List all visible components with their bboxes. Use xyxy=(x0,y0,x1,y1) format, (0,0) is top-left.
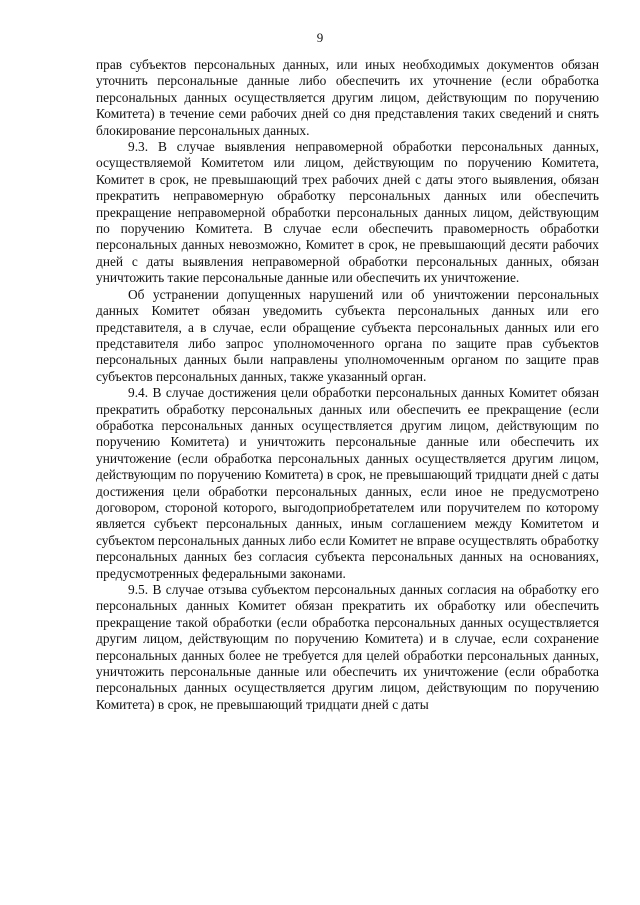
paragraph-continuation: прав субъектов персональных данных, или иных необходимых документов обязан уточнить персональные данные либо обеспечить их уточнение (если обработка персональных данных осуществляется другим лицом, действующим по поручению Комитета) в течение семи рабочих дней со дня представления таких сведений и снять блокирование персональных данных. xyxy=(96,57,599,138)
paragraph-9-4: 9.4. В случае достижения цели обработки персональных данных Комитет обязан прекратить обработку персональных данных или обеспечить ее прекращение (если обработка персональных данных осуществляется другим лицом, действующим по поручению Комитета) и уничтожить персональные данные или обеспечить их уничтожение (если обработка персональных данных осуществляется другим лицом, действующим по поручению Комитета) в срок, не превышающий тридцати дней с даты достижения цели обработки персональных данных, если иное не предусмотрено договором, стороной которого, выгодоприобретателем или поручителем по которому является субъект персональных данных, иным соглашением между Комитетом и субъектом персональных данных либо если Комитет не вправе осуществлять обработку персональных данных без согласия субъекта персональных данных на основаниях, предусмотренных федеральными законами. xyxy=(96,385,599,581)
paragraph-9-3: 9.3. В случае выявления неправомерной обработки персональных данных, осуществляемой Комитетом или лицом, действующим по поручению Комитета, Комитет в срок, не превышающий трех рабочих дней с даты этого выявления, обязан прекратить неправомерную обработку персональных данных или обеспечить прекращение неправомерной обработки персональных данных лицом, действующим по поручению Комитета. В случае если обеспечить правомерность обработки персональных данных невозможно, Комитет в срок, не превышающий десяти рабочих дней с даты выявления неправомерной обработки персональных данных, обязан уничтожить такие персональные данные или обеспечить их уничтожение. xyxy=(96,139,599,286)
document-body xyxy=(96,57,599,713)
paragraph-9-5: 9.5. В случае отзыва субъектом персональных данных согласия на обработку его персональных данных Комитет обязан прекратить их обработку или обеспечить прекращение такой обработки (если обработка персональных данных осуществляется другим лицом, действующим по поручению Комитета) и в случае, если сохранение персональных данных более не требуется для целей обработки персональных данных, уничтожить персональные данные или обеспечить их уничтожение (если обработка персональных данных осуществляется другим лицом, действующим по поручению Комитета) в срок, не превышающий тридцати дней с даты xyxy=(96,582,599,712)
page-number: 9 xyxy=(316,30,324,45)
paragraph-remediation-notice: Об устранении допущенных нарушений или об уничтожении персональных данных Комитет обязан уведомить субъекта персональных данных или его представителя, а в случае, если обращение субъекта персональных данных или его представителя либо запрос уполномоченного органа по защите прав субъектов персональных данных были направлены уполномоченным органом по защите прав субъектов персональных данных, также указанный орган. xyxy=(96,286,599,384)
